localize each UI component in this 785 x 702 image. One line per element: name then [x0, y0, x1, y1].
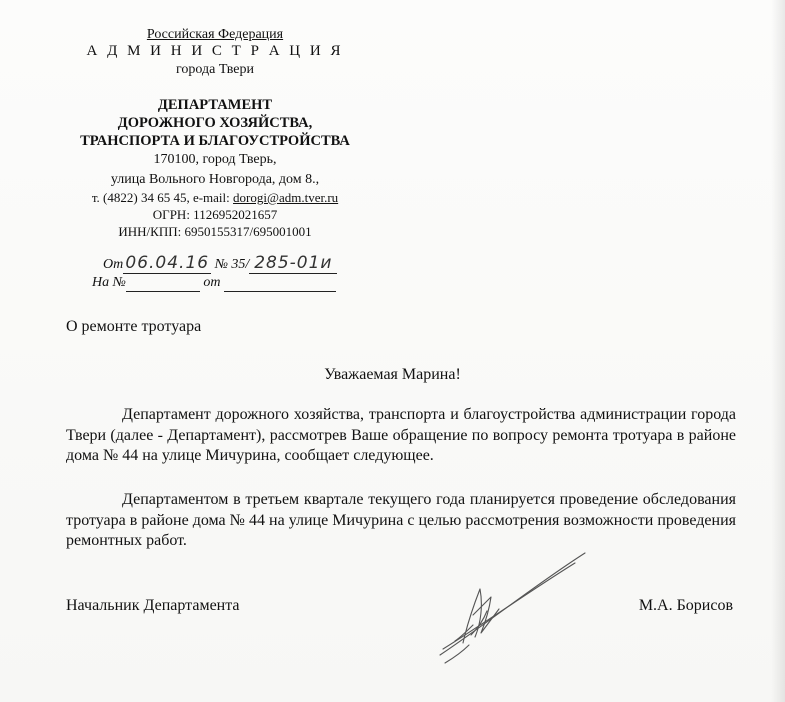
registration-outgoing: От 06.04.16 № 35/ 285-01и: [103, 255, 337, 274]
handwritten-number: 285-01и: [254, 253, 333, 273]
signatory-name: М.А. Борисов: [638, 597, 733, 614]
scan-edge-shadow: [771, 0, 785, 702]
letter-greeting: Уважаемая Марина!: [324, 366, 461, 383]
letter-subject: О ремонте тротуара: [66, 318, 202, 335]
signatory-position: Начальник Департамента: [66, 597, 240, 614]
contact-line: т. (4822) 34 65 45, e-mail: dorogi@adm.tver.ru: [91, 190, 339, 205]
registration-incoming: На № от: [92, 274, 336, 292]
body-paragraph-2: Департаментом в третьем квартале текущего года планируется проведение обследования тротуара в районе дома № 44 на улице Мичурина с целью рассмотрения возможности проведения ремонтных работ.: [66, 491, 736, 549]
handwritten-signature: [425, 545, 625, 675]
letterhead-city: города Твери: [176, 62, 254, 77]
letterhead-country: Российская Федерация: [146, 27, 284, 42]
body-paragraph-1: Департамент дорожного хозяйства, транспорта и благоустройства администрации города Твери (далее - Департамент), рассмотрев Ваше обращение по вопросу ремонта тротуара в районе дома № 44 на улице Мичурина, сообщает следующее.: [66, 406, 736, 464]
email-link[interactable]: dorogi@adm.tver.ru: [233, 190, 339, 205]
address-street: улица Вольного Новгорода, дом 8.,: [110, 172, 320, 187]
address-postal: 170100, город Тверь,: [153, 152, 277, 167]
department-name-line-1: ДЕПАРТАМЕНТ: [157, 97, 273, 113]
handwritten-date: 06.04.16: [125, 253, 210, 273]
department-name-line-3: ТРАНСПОРТА И БЛАГОУСТРОЙСТВА: [80, 133, 350, 149]
ogrn: ОГРН: 1126952021657: [152, 207, 278, 222]
letterhead-administration: А Д М И Н И С Т Р А Ц И Я: [86, 43, 344, 59]
department-name-line-2: ДОРОЖНОГО ХОЗЯЙСТВА,: [117, 115, 313, 131]
inn-kpp: ИНН/КПП: 6950155317/695001001: [118, 224, 312, 239]
